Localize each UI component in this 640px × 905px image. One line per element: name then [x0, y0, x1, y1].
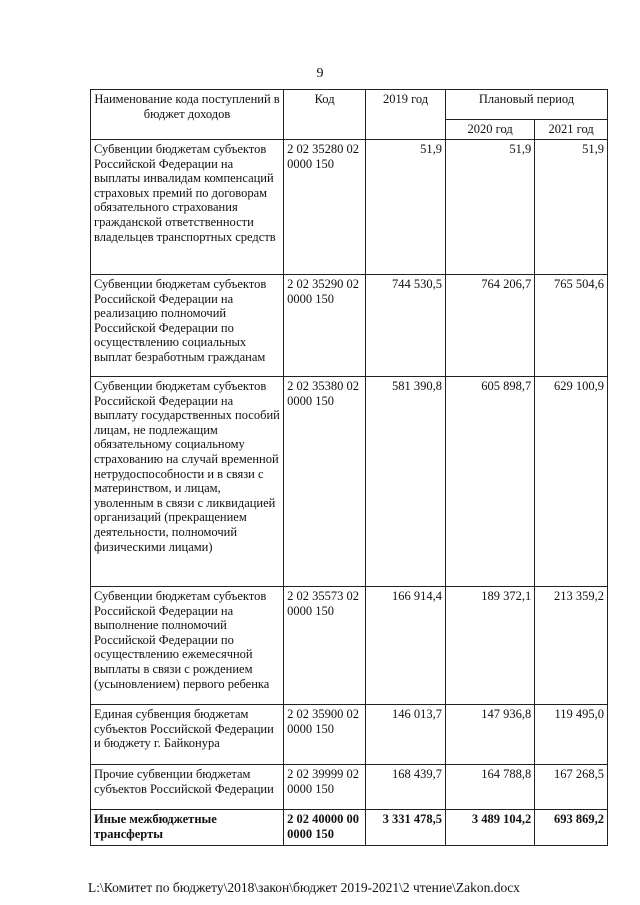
row-2019: 581 390,8	[366, 377, 446, 587]
row-name: Субвенции бюджетам субъектов Российской Федерации на реализацию полномочий Российской Федерации по осуществлению социальных выплат безработным гражданам	[91, 275, 284, 377]
total-2019: 3 331 478,5	[366, 810, 446, 846]
row-code: 2 02 35900 02 0000 150	[284, 705, 366, 765]
row-2020: 147 936,8	[446, 705, 535, 765]
file-path-footer: L:\Комитет по бюджету\2018\закон\бюджет 2019-2021\2 чтение\Zakon.docx	[88, 880, 520, 895]
table-row	[91, 705, 608, 765]
header-name: Наименование кода поступлений в бюджет доходов	[91, 90, 284, 140]
row-name: Единая субвенция бюджетам субъектов Российской Федерации и бюджету г. Байконура	[91, 705, 284, 765]
page-number: 9	[316, 66, 324, 81]
row-2019: 744 530,5	[366, 275, 446, 377]
row-code: 2 02 35573 02 0000 150	[284, 587, 366, 705]
row-2020: 164 788,8	[446, 765, 535, 810]
row-2021: 629 100,9	[535, 377, 608, 587]
row-name: Субвенции бюджетам субъектов Российской Федерации на выполнение полномочий Российской Федерации по осуществлению ежемесячной выплаты в связи с рождением (усыновлением) первого ребенка	[91, 587, 284, 705]
total-2021: 693 869,2	[535, 810, 608, 846]
header-code: Код	[284, 90, 366, 140]
total-row	[91, 810, 608, 846]
row-2019: 166 914,4	[366, 587, 446, 705]
row-code: 2 02 35290 02 0000 150	[284, 275, 366, 377]
row-2021: 51,9	[535, 140, 608, 275]
row-2019: 51,9	[366, 140, 446, 275]
table-row	[91, 140, 608, 275]
header-2019: 2019 год	[366, 90, 446, 140]
row-2020: 51,9	[446, 140, 535, 275]
row-code: 2 02 35380 02 0000 150	[284, 377, 366, 587]
row-2021: 167 268,5	[535, 765, 608, 810]
total-name: Иные межбюджетные трансферты	[91, 810, 284, 846]
row-2019: 146 013,7	[366, 705, 446, 765]
row-name: Прочие субвенции бюджетам субъектов Российской Федерации	[91, 765, 284, 810]
table-row	[91, 275, 608, 377]
revenue-table	[90, 89, 608, 846]
row-code: 2 02 35280 02 0000 150	[284, 140, 366, 275]
row-name: Субвенции бюджетам субъектов Российской Федерации на выплаты инвалидам компенсаций страховых премий по договорам обязательного страхования гражданской ответственности владельцев транспортных средств	[91, 140, 284, 275]
total-code: 2 02 40000 00 0000 150	[284, 810, 366, 846]
table-row	[91, 587, 608, 705]
row-2020: 764 206,7	[446, 275, 535, 377]
row-2021: 765 504,6	[535, 275, 608, 377]
row-2019: 168 439,7	[366, 765, 446, 810]
row-code: 2 02 39999 02 0000 150	[284, 765, 366, 810]
row-2020: 189 372,1	[446, 587, 535, 705]
table-row	[91, 765, 608, 810]
header-planned-period: Плановый период	[446, 90, 608, 120]
table-row	[91, 377, 608, 587]
header-2021: 2021 год	[535, 120, 608, 140]
row-2020: 605 898,7	[446, 377, 535, 587]
row-2021: 213 359,2	[535, 587, 608, 705]
row-name: Субвенции бюджетам субъектов Российской Федерации на выплату государственных пособий лицам, не подлежащим обязательному социальному страхованию на случай временной нетрудоспособности и в связи с материнством, и лицам, уволенным в связи с ликвидацией организаций (прекращением деятельности, полномочий физическими лицами)	[91, 377, 284, 587]
header-2020: 2020 год	[446, 120, 535, 140]
total-2020: 3 489 104,2	[446, 810, 535, 846]
row-2021: 119 495,0	[535, 705, 608, 765]
